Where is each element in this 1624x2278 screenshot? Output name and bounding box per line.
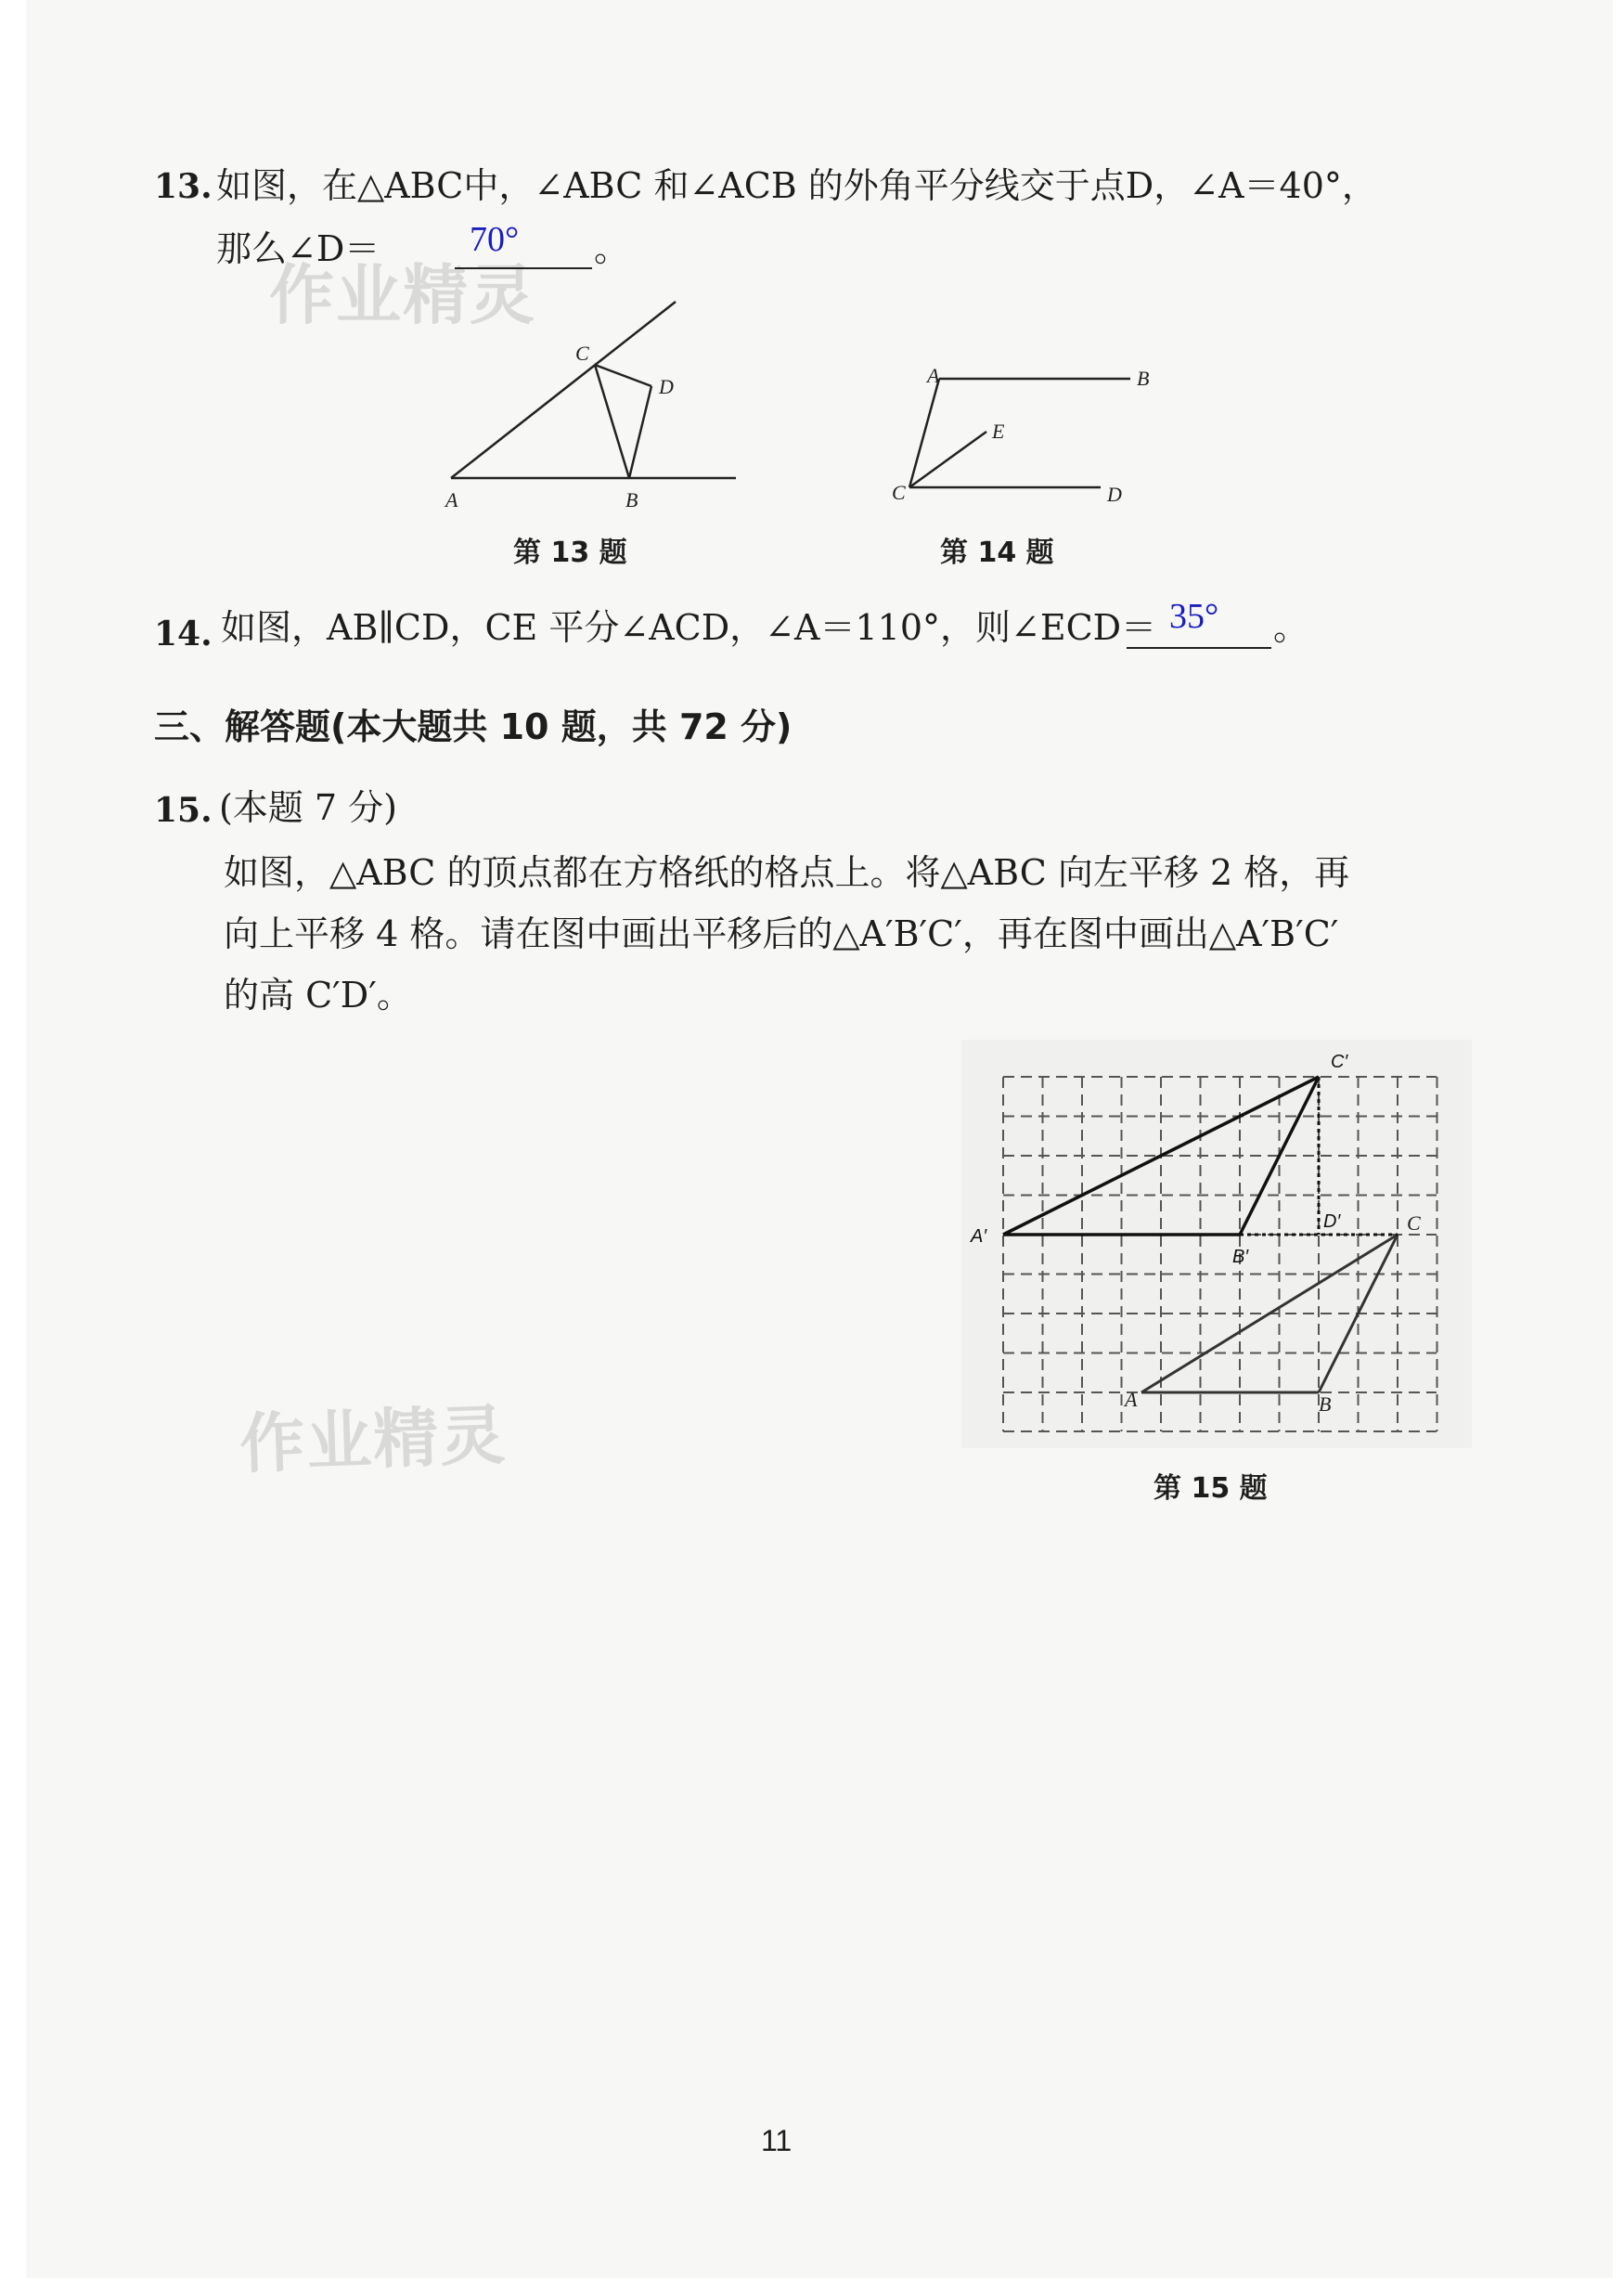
fig13-label-d: D <box>659 375 674 398</box>
fig13-label-c: C <box>575 342 589 365</box>
fig14-label-c: C <box>892 481 906 504</box>
q13-answer-blank <box>455 267 592 269</box>
q13-answer: 70° <box>470 220 520 259</box>
page-number: 11 <box>761 2124 793 2157</box>
figure-13 <box>406 288 768 520</box>
q13-number: 13. <box>154 167 213 206</box>
fig15-label-c: C <box>1407 1211 1421 1235</box>
fig14-label-b: B <box>1137 367 1150 390</box>
q13-line1: 如图，在△ABC中，∠ABC 和∠ACB 的外角平分线交于点D，∠A＝40°， <box>216 165 1377 206</box>
q13-line2-suffix: 。 <box>594 228 630 269</box>
q14-text-suffix: 。 <box>1273 607 1309 648</box>
watermark-bottom: 作业精灵 <box>238 1396 509 1482</box>
q13-line2-prefix: 那么∠D＝ <box>216 228 380 269</box>
q15-line3: 的高 C′D′。 <box>224 975 412 1016</box>
section3-heading: 三、解答题(本大题共 10 题，共 72 分) <box>154 706 793 747</box>
fig15-label-a1: A′ <box>971 1226 987 1247</box>
q15-caption: 第 15 题 <box>1154 1472 1268 1505</box>
fig15-label-b1: B′ <box>1232 1247 1249 1267</box>
q15-line1: 如图，△ABC 的顶点都在方格纸的格点上。将△ABC 向左平移 2 格，再 <box>224 852 1350 893</box>
q15-line2: 向上平移 4 格。请在图中画出平移后的△A′B′C′，再在图中画出△A′B′C′ <box>224 913 1339 954</box>
q14-text-prefix: 如图，AB∥CD，CE 平分∠ACD，∠A＝110°，则∠ECD＝ <box>221 607 1157 648</box>
q13-caption: 第 13 题 <box>513 537 627 569</box>
fig14-label-d: D <box>1107 483 1122 506</box>
fig15-label-d1: D′ <box>1323 1211 1341 1232</box>
fig15-label-c1: C′ <box>1331 1052 1348 1072</box>
figure-15 <box>961 1040 1472 1448</box>
q14-answer: 35° <box>1169 597 1219 636</box>
q14-number: 14. <box>154 615 213 654</box>
q15-number: 15. <box>154 791 213 830</box>
fig14-label-a: A <box>927 364 940 387</box>
document-page <box>26 0 1613 2278</box>
fig14-label-e: E <box>992 420 1005 443</box>
watermark-top: 作业精灵 <box>269 257 536 333</box>
q14-answer-blank <box>1127 647 1271 649</box>
fig15-label-a: A <box>1125 1388 1138 1411</box>
fig13-label-a: A <box>445 488 458 511</box>
fig15-label-b: B <box>1319 1392 1332 1416</box>
figure-14 <box>847 353 1181 520</box>
q14-caption: 第 14 题 <box>940 537 1054 569</box>
fig13-label-b: B <box>625 488 638 511</box>
q15-score: (本题 7 分) <box>219 787 397 828</box>
